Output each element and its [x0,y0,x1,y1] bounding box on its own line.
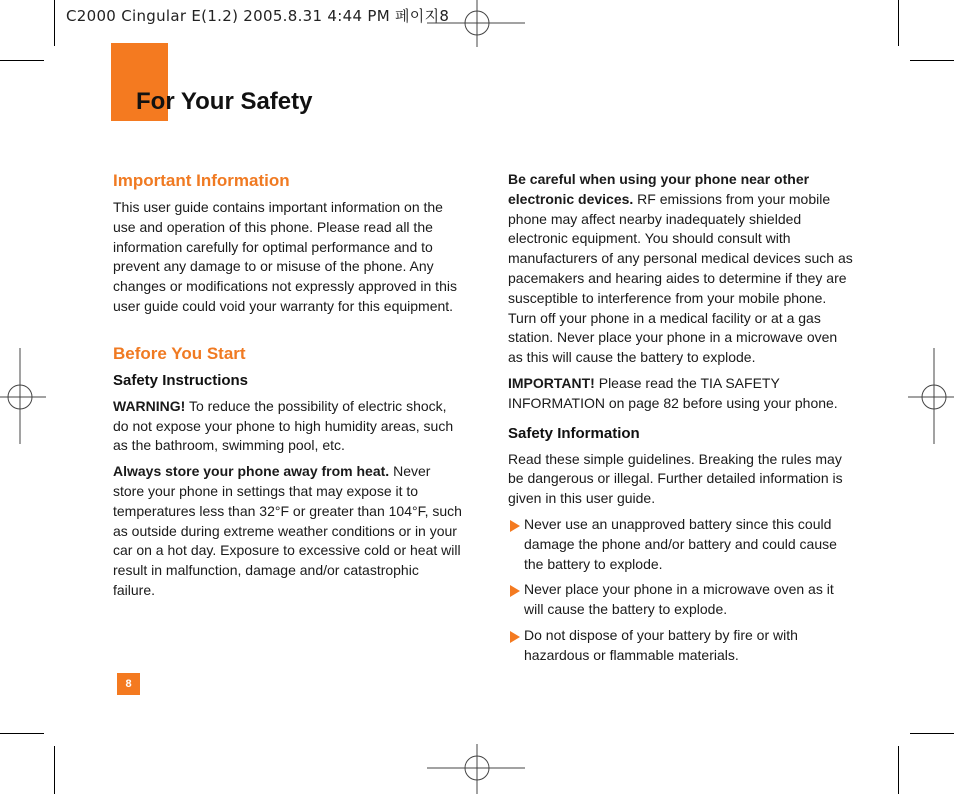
crop-mark [910,60,954,61]
important-lead: IMPORTANT! [508,374,595,391]
crop-mark [910,733,954,734]
registration-mark-left [0,348,48,446]
page-number: 8 [117,673,140,695]
bullet-item [508,626,854,666]
registration-mark-right [906,348,954,446]
store-heat-body: Never store your phone in settings that may expose it to temperatures less than 32°F or greater than 104°F, such as outside during extreme weather conditions or in your car on a hot day. Exposure to excessive cold or heat will result in malfunction, damage and/or catastrophic failure. [113,463,462,598]
electronic-devices-paragraph [508,170,854,368]
store-heat-lead: Always store your phone away from heat. [113,463,390,480]
safety-information-heading: Safety Information [508,424,640,442]
registration-mark-bottom [427,744,527,794]
safety-information-body: Read these simple guidelines. Breaking the rules may be dangerous or illegal. Further detailed information is given in this user guide. [508,450,843,507]
crop-mark [0,60,44,61]
right-column [508,170,854,666]
important-body: Please read the TIA SAFETY INFORMATION on page 82 before using your phone. [508,374,838,411]
important-paragraph [508,374,854,414]
store-heat-paragraph [113,462,463,601]
bullet-item [508,515,854,574]
crop-mark [898,746,899,794]
bullet-text: Do not dispose of your battery by fire or with hazardous or flammable materials. [524,626,798,663]
before-you-start-heading: Before You Start [113,343,246,363]
bullet-text: Never use an unapproved battery since this could damage the phone and/or battery and could cause the battery to explode. [524,515,837,572]
warning-body: To reduce the possibility of electric shock, do not expose your phone to high humidity areas, such as the bathroom, swimming pool, etc. [113,397,454,454]
bullet-text: Never place your phone in a microwave oven as it will cause the battery to explode. [524,581,834,618]
crop-mark [54,0,55,46]
triangle-bullet-icon [510,520,520,532]
crop-mark [898,0,899,46]
crop-mark [54,746,55,794]
warning-lead: WARNING! [113,397,186,414]
electronic-devices-body: RF emissions from your mobile phone may affect nearby inadequately shielded electronic equipment. You should consult with manufacturers of any personal medical devices such as pacemakers and hearing aides to determine if they are susceptible to interference from your mobile phone. Turn off your phone in a medical facility or at a gas station. Never place your phone in a microwave oven as this will cause the battery to explode. [508,190,853,366]
electronic-devices-lead: Be careful when using your phone near other electronic devices. [508,171,810,207]
triangle-bullet-icon [510,631,520,643]
important-information-heading: Important Information [113,171,290,190]
important-information-body: This user guide contains important information on the use and operation of this phone. Please read all the information carefully for optimal performance and to prevent any damage to or misuse of the phone. Any changes or modifications not expressly approved in this user guide could void your warranty for this equipment. [113,199,457,314]
page-title: For Your Safety [136,88,313,115]
bullet-item [508,580,854,620]
left-column [113,170,463,601]
triangle-bullet-icon [510,585,520,597]
print-slug: C2000 Cingular E(1.2) 2005.8.31 4:44 PM 페이지8 [66,7,450,25]
safety-instructions-heading: Safety Instructions [113,371,249,389]
crop-mark [0,733,44,734]
warning-paragraph [113,397,463,456]
